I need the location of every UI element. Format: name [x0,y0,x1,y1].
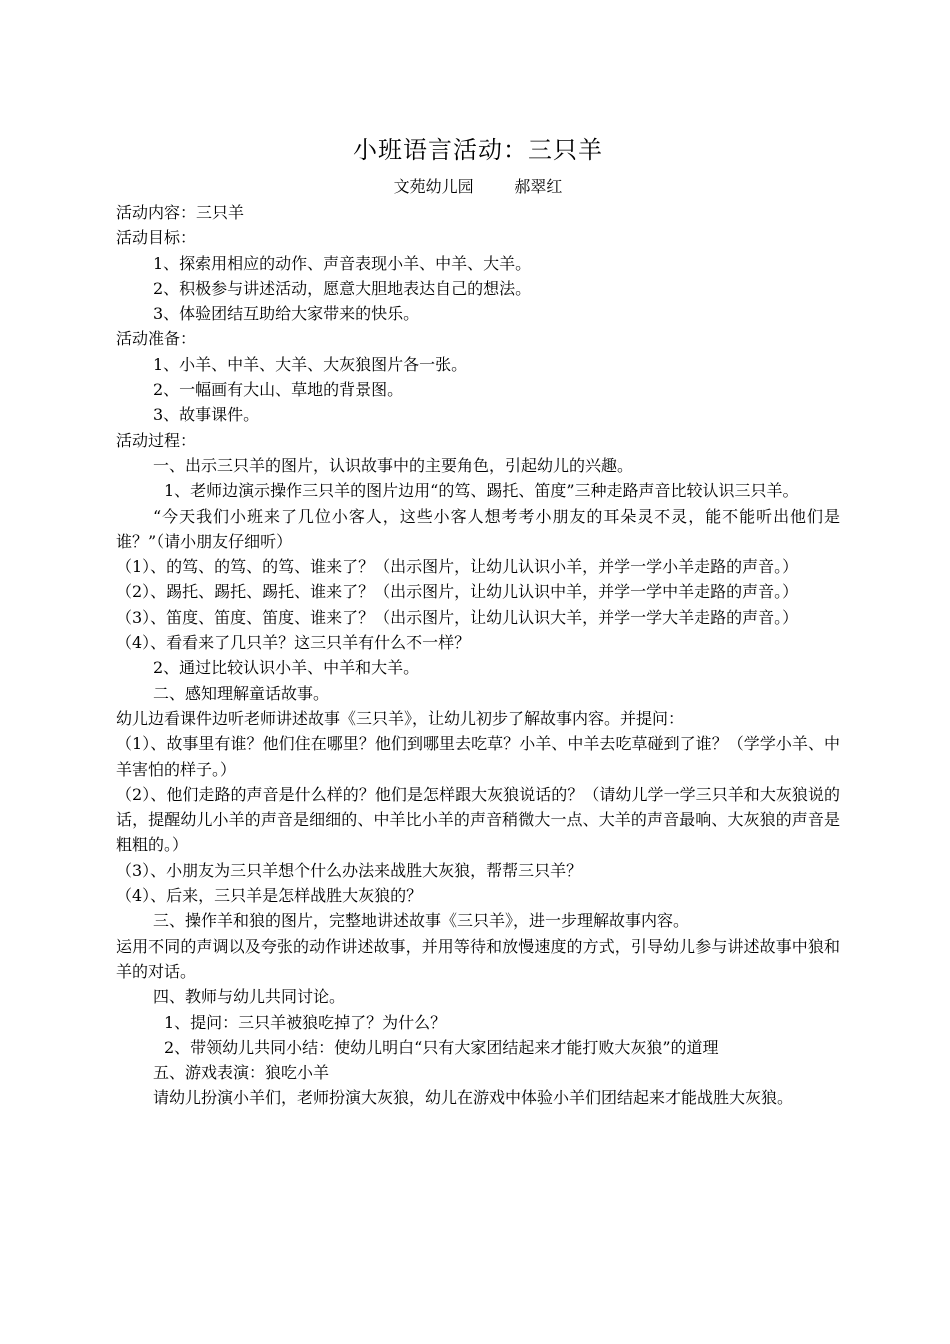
process-step-heading: 二、感知理解童话故事。 [153,683,330,703]
goal-item: 3、体验团结互助给大家带来的快乐。 [153,304,420,324]
document-title: 小班语言活动：三只羊 [353,136,603,164]
preparation-item: 2、一幅画有大山、草地的背景图。 [153,380,404,400]
process-paragraph: （2）、他们走路的声音是什么样的？他们是怎样跟大灰狼说话的？（请幼儿学一学三只羊和大灰狼说的话，提醒幼儿小羊的声音是细细的、中羊比小羊的声音稍微大一点、大羊的声音最响、大灰狼的声音是粗粗的。） [116,784,840,855]
process-paragraph: （3）、笛度、笛度、笛度、谁来了？（出示图片，让幼儿认识大羊，并学一学大羊走路的声音。） [116,607,799,627]
process-paragraph: 幼儿边看课件边听老师讲述故事《三只羊》，让幼儿初步了解故事内容。并提问： [116,708,685,728]
process-paragraph: 2、带领幼儿共同小结：使幼儿明白“只有大家团结起来才能打败大灰狼”的道理 [164,1037,719,1057]
process-step-heading: 五、游戏表演：狼吃小羊 [153,1063,330,1083]
process-paragraph: （1）、的笃、的笃、的笃、谁来了？（出示图片，让幼儿认识小羊，并学一学小羊走路的声音。） [116,557,799,577]
preparation-item: 1、小羊、中羊、大羊、大灰狼图片各一张。 [153,354,468,374]
process-paragraph: （3）、小朋友为三只羊想个什么办法来战胜大灰狼，帮帮三只羊？ [116,860,583,880]
process-paragraph: 请幼儿扮演小羊们，老师扮演大灰狼，幼儿在游戏中体验小羊们团结起来才能战胜大灰狼。 [153,1088,794,1108]
section-heading-content: 活动内容：三只羊 [116,203,245,222]
process-step-heading: 四、教师与幼儿共同讨论。 [153,987,346,1007]
process-quote: “今天我们小班来了几位小客人，这些小客人想考考小朋友的耳朵灵不灵，能不能听出他们是谁？”（请小朋友仔细听） [116,506,840,551]
goal-item: 1、探索用相应的动作、声音表现小羊、中羊、大羊。 [153,253,532,273]
preparation-item: 3、故事课件。 [153,405,260,425]
process-paragraph: 1、老师边演示操作三只羊的图片边用“的笃、踢托、笛度”三种走路声音比较认识三只羊。 [164,481,799,501]
process-step-heading: 三、操作羊和狼的图片，完整地讲述故事《三只羊》，进一步理解故事内容。 [153,911,690,931]
process-paragraph: 2、通过比较认识小羊、中羊和大羊。 [153,658,420,678]
document-page [116,134,840,1111]
process-paragraph: （4）、后来，三只羊是怎样战胜大灰狼的？ [116,886,423,906]
section-heading-preparation: 活动准备： [116,329,197,349]
process-paragraph: （2）、踢托、踢托、踢托、谁来了？（出示图片，让幼儿认识中羊，并学一学中羊走路的声音。） [116,582,799,602]
process-paragraph: （4）、看看来了几只羊？这三只羊有什么不一样？ [116,633,471,653]
section-heading-process: 活动过程： [116,430,197,450]
section-heading-goals: 活动目标： [116,228,197,248]
process-step-heading: 一、出示三只羊的图片，认识故事中的主要角色，引起幼儿的兴趣。 [153,455,634,475]
process-paragraph: 1、提问：三只羊被狼吃掉了？为什么？ [164,1012,447,1032]
goal-item: 2、积极参与讲述活动，愿意大胆地表达自己的想法。 [153,278,532,298]
process-paragraph: （1）、故事里有谁？他们住在哪里？他们到哪里去吃草？小羊、中羊去吃草碰到了谁？（学学小羊、中羊害怕的样子。） [116,734,840,779]
document-author: 文苑幼儿园 郝翠红 [393,177,563,196]
process-paragraph: 运用不同的声调以及夸张的动作讲述故事，并用等待和放慢速度的方式，引导幼儿参与讲述故事中狼和羊的对话。 [116,936,840,981]
